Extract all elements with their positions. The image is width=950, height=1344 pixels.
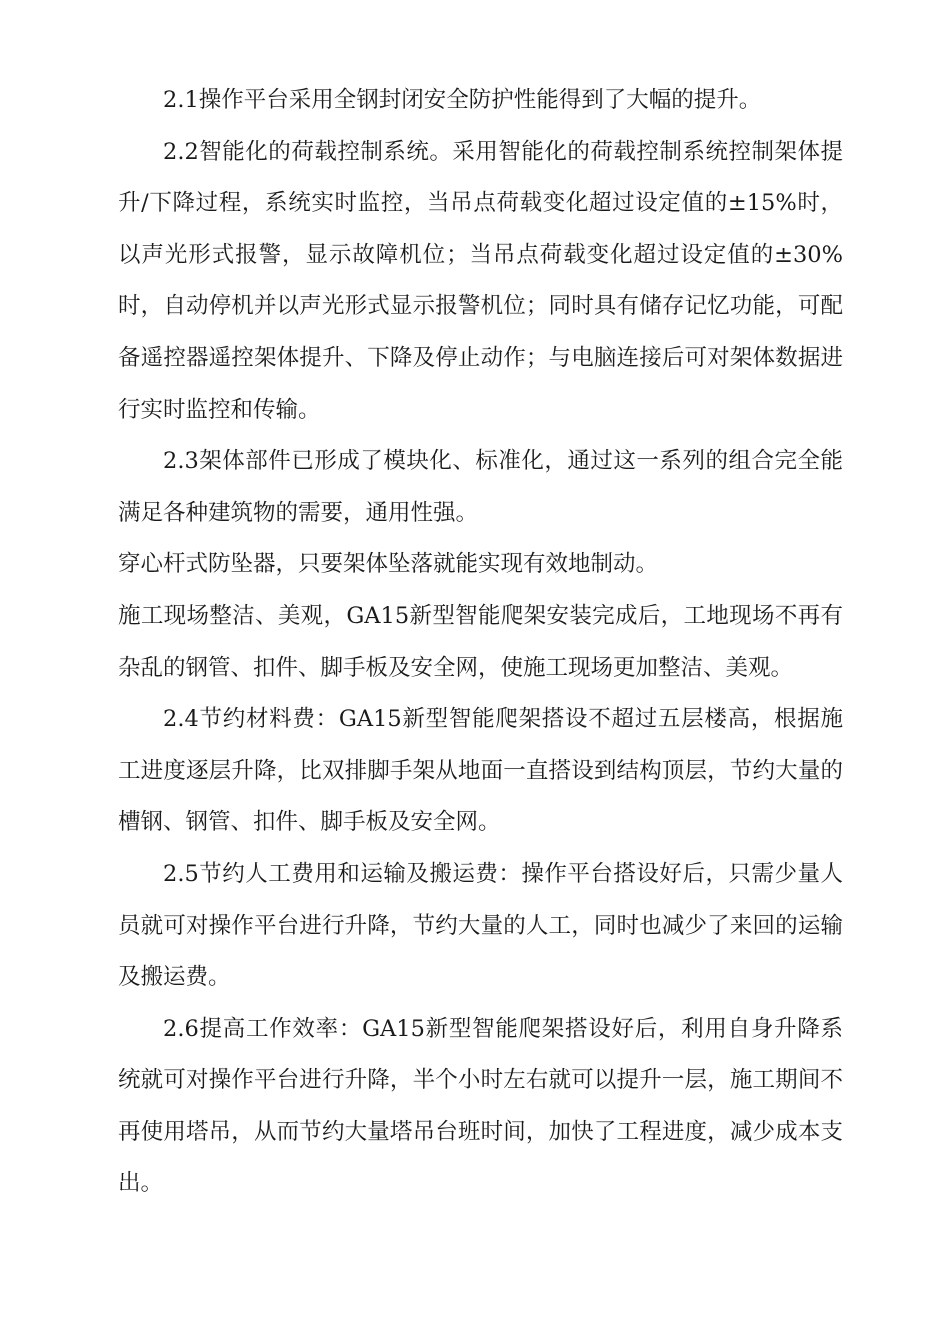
- paragraph-2-6: 2.6提高工作效率：GA15新型智能爬架搭设好后，利用自身升降系统就可对操作平台进行升降，半个小时左右就可以提升一层，施工期间不再使用塔吊，从而节约大量塔吊台班时间，加快了工程进度，减少成本支出。: [118, 1015, 843, 1197]
- document-body: [118, 75, 843, 1210]
- paragraph-2-2: 2.2智能化的荷载控制系统。采用智能化的荷载控制系统控制架体提升/下降过程，系统实时监控，当吊点荷载变化超过设定值的±15%时，以声光形式报警，显示故障机位；当吊点荷载变化超过设定值的±30%时，自动停机并以声光形式显示报警机位；同时具有储存记忆功能，可配备遥控器遥控架体提升、下降及停止动作；与电脑连接后可对架体数据进行实时监控和传输。: [118, 138, 843, 423]
- paragraph-2-1: 2.1操作平台采用全钢封闭安全防护性能得到了大幅的提升。: [163, 87, 762, 113]
- paragraph-2-5: 2.5节约人工费用和运输及搬运费：操作平台搭设好后，只需少量人员就可对操作平台进行升降，节约大量的人工，同时也减少了来回的运输及搬运费。: [118, 860, 843, 991]
- paragraph-site-clean: 施工现场整洁、美观，GA15新型智能爬架安装完成后，工地现场不再有杂乱的钢管、扣件、脚手板及安全网，使施工现场更加整洁、美观。: [118, 602, 843, 681]
- paragraph-anti-fall: 穿心杆式防坠器，只要架体坠落就能实现有效地制动。: [118, 551, 659, 578]
- paragraph-2-4: 2.4节约材料费：GA15新型智能爬架搭设不超过五层楼高，根据施工进度逐层升降，比双排脚手架从地面一直搭设到结构顶层，节约大量的槽钢、钢管、扣件、脚手板及安全网。: [118, 706, 843, 836]
- paragraph-2-3: 2.3架体部件已形成了模块化、标准化，通过这一系列的组合完全能满足各种建筑物的需要，通用性强。: [118, 448, 843, 526]
